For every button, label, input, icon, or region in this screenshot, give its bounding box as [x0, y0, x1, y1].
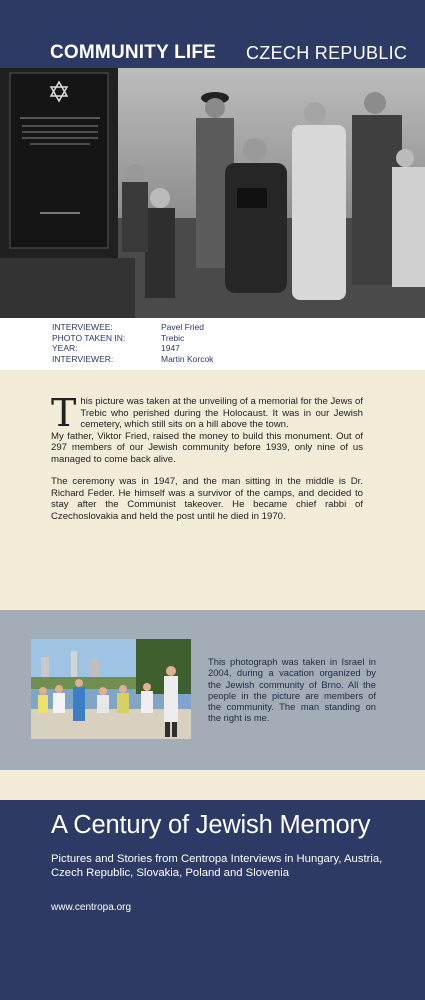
meta-label: PHOTO TAKEN IN:: [52, 332, 126, 343]
footer-subtitle: Pictures and Stories from Centropa Interviews in Hungary, Austria, Czech Republic, Slovakia, Poland and Slovenia: [51, 853, 383, 879]
country-label: CZECH REPUBLIC: [246, 43, 408, 63]
meta-row-location: [52, 333, 213, 344]
story-text: [51, 391, 363, 533]
section-title: COMMUNITY LIFE: [50, 42, 217, 63]
meta-label: YEAR:: [52, 343, 78, 353]
footer-title: A Century of Jewish Memory: [51, 811, 371, 839]
story-paragraph-1-text: his picture was taken at the unveiling of a memorial for the Jews of Trebic who perished during the Holocaust. It was in our Jewish cemetery, which still sits on a hill above the town.: [80, 396, 363, 430]
meta-row-year: [52, 343, 213, 354]
meta-value: Martin Korcok: [161, 353, 214, 364]
drop-cap: T: [51, 391, 77, 435]
meta-label: INTERVIEWER:: [52, 353, 114, 364]
photo-metadata: [0, 318, 425, 370]
photo-caption: This photograph was taken in Israel in 2004, during a vacation organized by the Jewish community of Brno. All the people in the picture are members of the community. The man standing on the right is me.: [208, 656, 376, 724]
meta-value: Pavel Fried: [161, 322, 204, 332]
main-photo: [0, 68, 425, 318]
israel-photo: [31, 639, 191, 739]
story-paragraph-1: [51, 391, 363, 465]
story-paragraph-2: The ceremony was in 1947, and the man sitting in the middle is Dr. Richard Feder. He himself was a survivor of the camps, and decided to stay after the Communist takeover. He became chief rabbi of Czechoslovakia and held the post until he died in 1970.: [51, 476, 363, 522]
meta-row-interviewer: [52, 354, 213, 365]
meta-value: Trebic: [161, 332, 185, 343]
meta-label: INTERVIEWEE:: [52, 322, 113, 332]
meta-row-interviewee: [52, 322, 213, 333]
story-paragraph-1b-text: My father, Viktor Fried, raised the money to build this monument. Out of 297 members of our Jewish community before 1939, only nine of us managed to come back alive.: [51, 430, 363, 465]
website-link[interactable]: www.centropa.org: [51, 902, 132, 913]
meta-value: 1947: [161, 343, 180, 353]
